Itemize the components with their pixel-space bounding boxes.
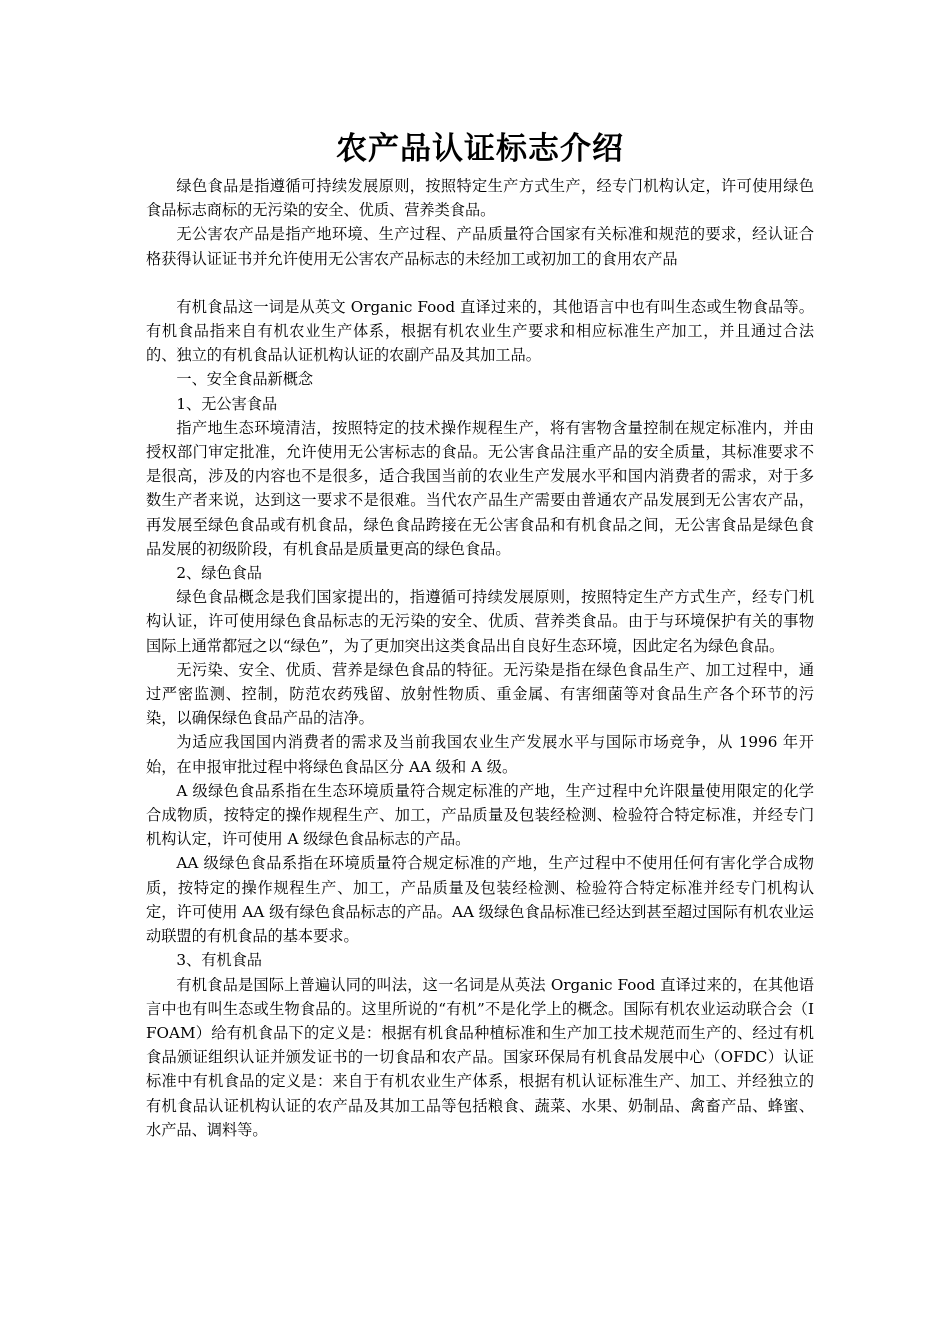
- section-heading-safe-food: 一、安全食品新概念: [176, 370, 314, 389]
- blank-line: [146, 271, 814, 295]
- paragraph-green-food-concept: 绿色食品概念是我们国家提出的，指遵循可持续发展原则，按照特定生产方式生产，经专门机构认证，许可使用绿色食品标志的无污染的安全、优质、营养类食品。由于与环境保护有关的事物国际上通常都冠之以“绿色”，为了更加突出这类食品出自良好生态环境，因此定名为绿色食品。: [146, 588, 814, 655]
- page-title: 农产品认证标志介绍: [336, 131, 624, 167]
- subheading-green-food: 2、绿色食品: [176, 564, 262, 583]
- paragraph-pollution-free-detail: 指产地生态环境清洁，按照特定的技术操作规程生产，将有害物含量控制在规定标准内，并由授权部门审定批准，允许使用无公害标志的食品。无公害食品注重产品的安全质量，其标准要求不是很高，涉及的内容也不是很多，适合我国当前的农业生产发展水平和国内消费者的需求，对于多数生产者来说，达到这一要求不是很难。当代农产品生产需要由普通农产品发展到无公害农产品，再发展至绿色食品或有机食品，绿色食品跨接在无公害食品和有机食品之间，无公害食品是绿色食品发展的初级阶段，有机食品是质量更高的绿色食品。: [146, 418, 814, 558]
- document-page: [146, 124, 814, 1142]
- paragraph-green-food-grades: 为适应我国国内消费者的需求及当前我国农业生产发展水平与国际市场竞争，从 1996 年开始，在申报审批过程中将绿色食品区分 AA 级和 A 级。: [146, 733, 814, 776]
- paragraph-aa-grade: AA 级绿色食品系指在环境质量符合规定标准的产地，生产过程中不使用任何有害化学合成物质，按特定的操作规程生产、加工，产品质量及包装经检测、检验符合特定标准并经专门机构认定，许可使用 AA 级有绿色食品标志的产品。AA 级绿色食品标准已经达到甚至超过国际有机农业运动联盟的有机食品的基本要求。: [146, 854, 814, 946]
- paragraph-pollution-free-definition: 无公害农产品是指产地环境、生产过程、产品质量符合国家有关标准和规范的要求，经认证合格获得认证证书并允许使用无公害农产品标志的未经加工或初加工的食用农产品: [146, 225, 814, 268]
- subheading-organic-food: 3、有机食品: [176, 951, 262, 970]
- subheading-pollution-free-food: 1、无公害食品: [176, 394, 278, 413]
- paragraph-organic-food-definition: 有机食品这一词是从英文 Organic Food 直译过来的，其他语言中也有叫生态或生物食品等。有机食品指来自有机农业生产体系，根据有机农业生产要求和相应标准生产加工，并且通过合法的、独立的有机食品认证机构认证的农副产品及其加工品。: [146, 297, 814, 365]
- paragraph-green-food-definition: 绿色食品是指遵循可持续发展原则，按照特定生产方式生产，经专门机构认定，许可使用绿色食品标志商标的无污染的安全、优质、营养类食品。: [146, 177, 814, 220]
- paragraph-green-food-features: 无污染、安全、优质、营养是绿色食品的特征。无污染是指在绿色食品生产、加工过程中，通过严密监测、控制，防范农药残留、放射性物质、重金属、有害细菌等对食品生产各个环节的污染，以确保绿色食品产品的洁净。: [146, 660, 814, 728]
- paragraph-organic-food-detail: 有机食品是国际上普遍认同的叫法，这一名词是从英法 Organic Food 直译过来的，在其他语言中也有叫生态或生物食品的。这里所说的“有机”不是化学上的概念。国际有机农业运动联合会（IFOAM）给有机食品下的定义是：根据有机食品种植标准和生产加工技术规范而生产的、经过有机食品颁证组织认证并颁发证书的一切食品和农产品。国家环保局有机食品发展中心（OFDC）认证标准中有机食品的定义是：来自于有机农业生产体系，根据有机认证标准生产、加工、并经独立的有机食品认证机构认证的农产品及其加工品等包括粮食、蔬菜、水果、奶制品、禽畜产品、蜂蜜、水产品、调料等。: [146, 975, 814, 1139]
- paragraph-a-grade: A 级绿色食品系指在生态环境质量符合规定标准的产地，生产过程中允许限量使用限定的化学合成物质，按特定的操作规程生产、加工，产品质量及包装经检测、检验符合特定标准，并经专门机构认定，许可使用 A 级绿色食品标志的产品。: [146, 781, 814, 849]
